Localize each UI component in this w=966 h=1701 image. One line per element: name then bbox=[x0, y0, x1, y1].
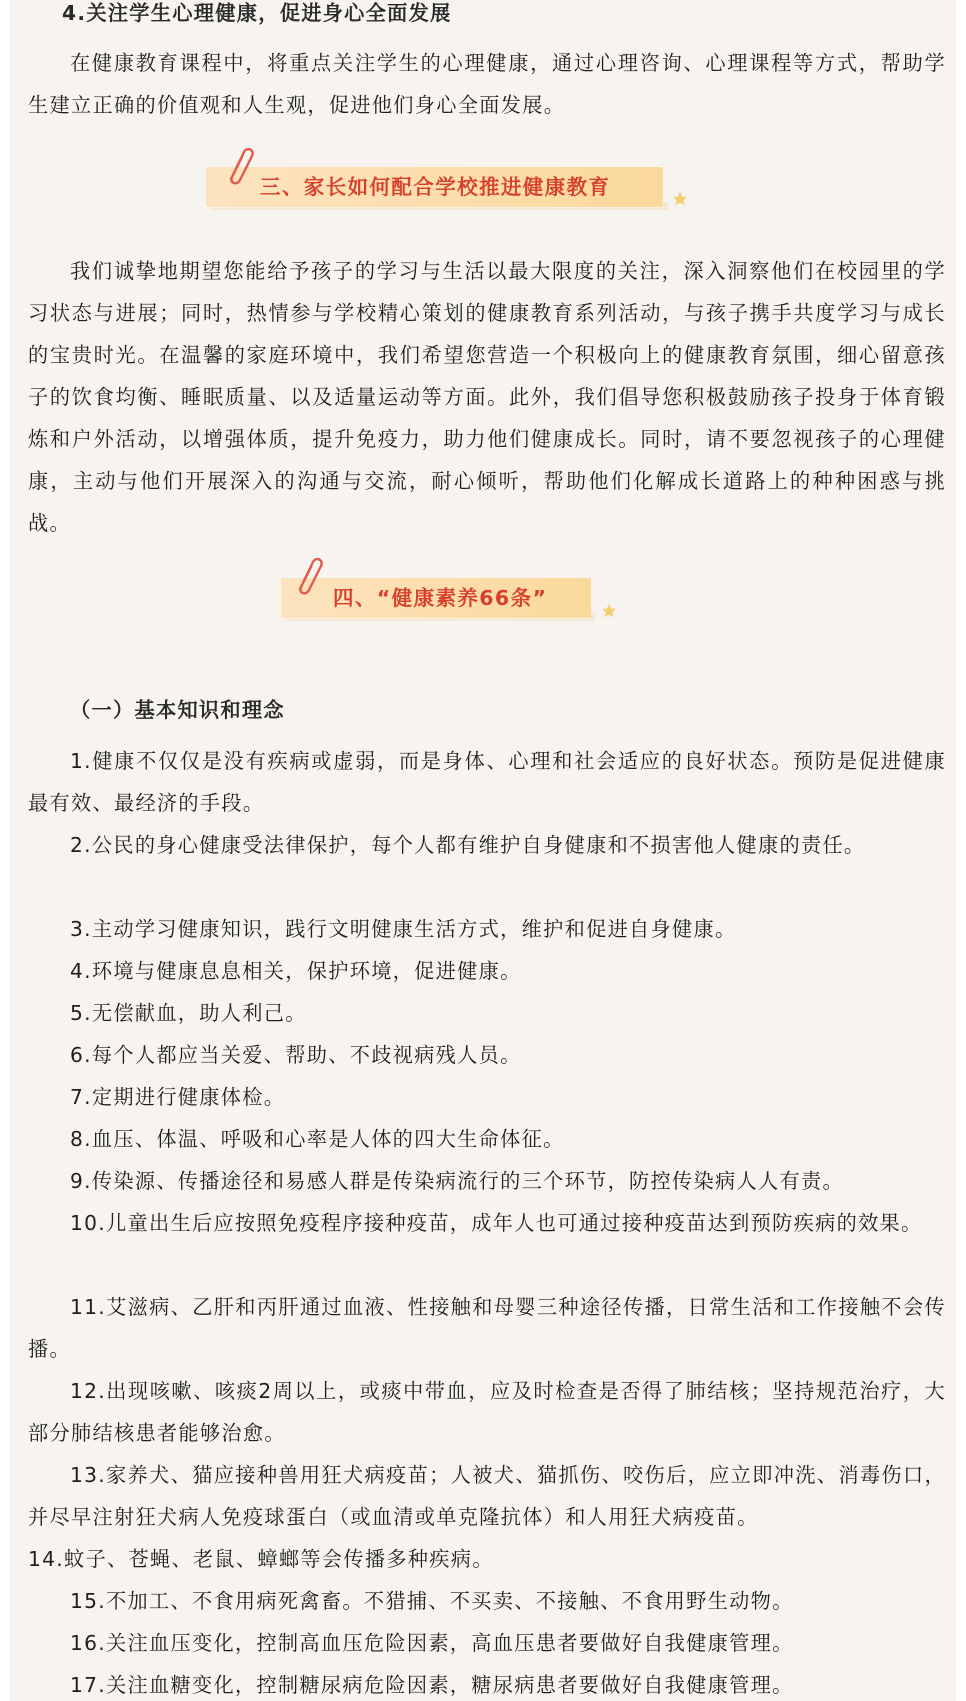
health-literacy-item: 15.不加工、不食用病死禽畜。不猎捕、不买卖、不接触、不食用野生动物。 bbox=[70, 1589, 794, 1613]
section4-title: 四、“健康素养66条” bbox=[333, 586, 548, 610]
health-literacy-item: 7.定期进行健康体检。 bbox=[70, 1085, 286, 1109]
health-literacy-item: 17.关注血糖变化，控制糖尿病危险因素，糖尿病患者要做好自我健康管理。 bbox=[70, 1673, 794, 1697]
section4-heading-banner bbox=[281, 579, 641, 659]
article-content bbox=[10, 0, 956, 1701]
health-literacy-item: 8.血压、体温、呼吸和心率是人体的四大生命体征。 bbox=[70, 1127, 565, 1151]
health-literacy-item: 10.儿童出生后应按照免疫程序接种疫苗，成年人也可通过接种疫苗达到预防疾病的效果。 bbox=[70, 1211, 923, 1235]
paperclip-icon bbox=[220, 144, 256, 194]
basic-knowledge-subheading: （一）基本知识和理念 bbox=[70, 698, 285, 722]
health-literacy-item: 14.蚊子、苍蝇、老鼠、蟑螂等会传播多种疾病。 bbox=[28, 1547, 494, 1571]
star-icon bbox=[601, 603, 617, 623]
star-icon bbox=[672, 191, 688, 211]
health-literacy-item: 4.环境与健康息息相关，保护环境，促进健康。 bbox=[70, 959, 522, 983]
paperclip-icon bbox=[289, 554, 325, 604]
section3-title: 三、家长如何配合学校推进健康教育 bbox=[260, 175, 611, 199]
psychology-heading: 4.关注学生心理健康，促进身心全面发展 bbox=[62, 1, 452, 25]
health-literacy-item: 6.每个人都应当关爱、帮助、不歧视病残人员。 bbox=[70, 1043, 522, 1067]
health-literacy-item: 13.家养犬、猫应接种兽用狂犬病疫苗；人被犬、猫抓伤、咬伤后，应立即冲洗、消毒伤口，并尽早注射狂犬病人免疫球蛋白（或血清或单克隆抗体）和人用狂犬病疫苗。 bbox=[28, 1463, 946, 1529]
health-literacy-item: 2.公民的身心健康受法律保护，每个人都有维护自身健康和不损害他人健康的责任。 bbox=[70, 833, 866, 857]
health-literacy-item: 1.健康不仅仅是没有疾病或虚弱，而是身体、心理和社会适应的良好状态。预防是促进健康最有效、最经济的手段。 bbox=[28, 749, 946, 815]
health-literacy-item: 5.无偿献血，助人利己。 bbox=[70, 1001, 307, 1025]
psychology-paragraph: 在健康教育课程中，将重点关注学生的心理健康，通过心理咨询、心理课程等方式，帮助学生建立正确的价值观和人生观，促进他们身心全面发展。 bbox=[28, 51, 946, 117]
parents-cooperation-paragraph: 我们诚挚地期望您能给予孩子的学习与生活以最大限度的关注，深入洞察他们在校园里的学习状态与进展；同时，热情参与学校精心策划的健康教育系列活动，与孩子携手共度学习与成长的宝贵时光。在温馨的家庭环境中，我们希望您营造一个积极向上的健康教育氛围，细心留意孩子的饮食均衡、睡眠质量、以及适量运动等方面。此外，我们倡导您积极鼓励孩子投身于体育锻炼和户外活动，以增强体质，提升免疫力，助力他们健康成长。同时，请不要忽视孩子的心理健康，主动与他们开展深入的沟通与交流，耐心倾听，帮助他们化解成长道路上的种种困惑与挑战。 bbox=[28, 259, 946, 535]
health-literacy-item: 12.出现咳嗽、咳痰2周以上，或痰中带血，应及时检查是否得了肺结核；坚持规范治疗，大部分肺结核患者能够治愈。 bbox=[28, 1379, 946, 1445]
section3-heading-banner bbox=[206, 147, 706, 227]
health-literacy-item: 16.关注血压变化，控制高血压危险因素，高血压患者要做好自我健康管理。 bbox=[70, 1631, 794, 1655]
health-literacy-item: 11.艾滋病、乙肝和丙肝通过血液、性接触和母婴三种途径传播，日常生活和工作接触不会传播。 bbox=[28, 1295, 946, 1361]
health-literacy-item: 3.主动学习健康知识，践行文明健康生活方式，维护和促进自身健康。 bbox=[70, 917, 737, 941]
health-literacy-item: 9.传染源、传播途径和易感人群是传染病流行的三个环节，防控传染病人人有责。 bbox=[70, 1169, 844, 1193]
